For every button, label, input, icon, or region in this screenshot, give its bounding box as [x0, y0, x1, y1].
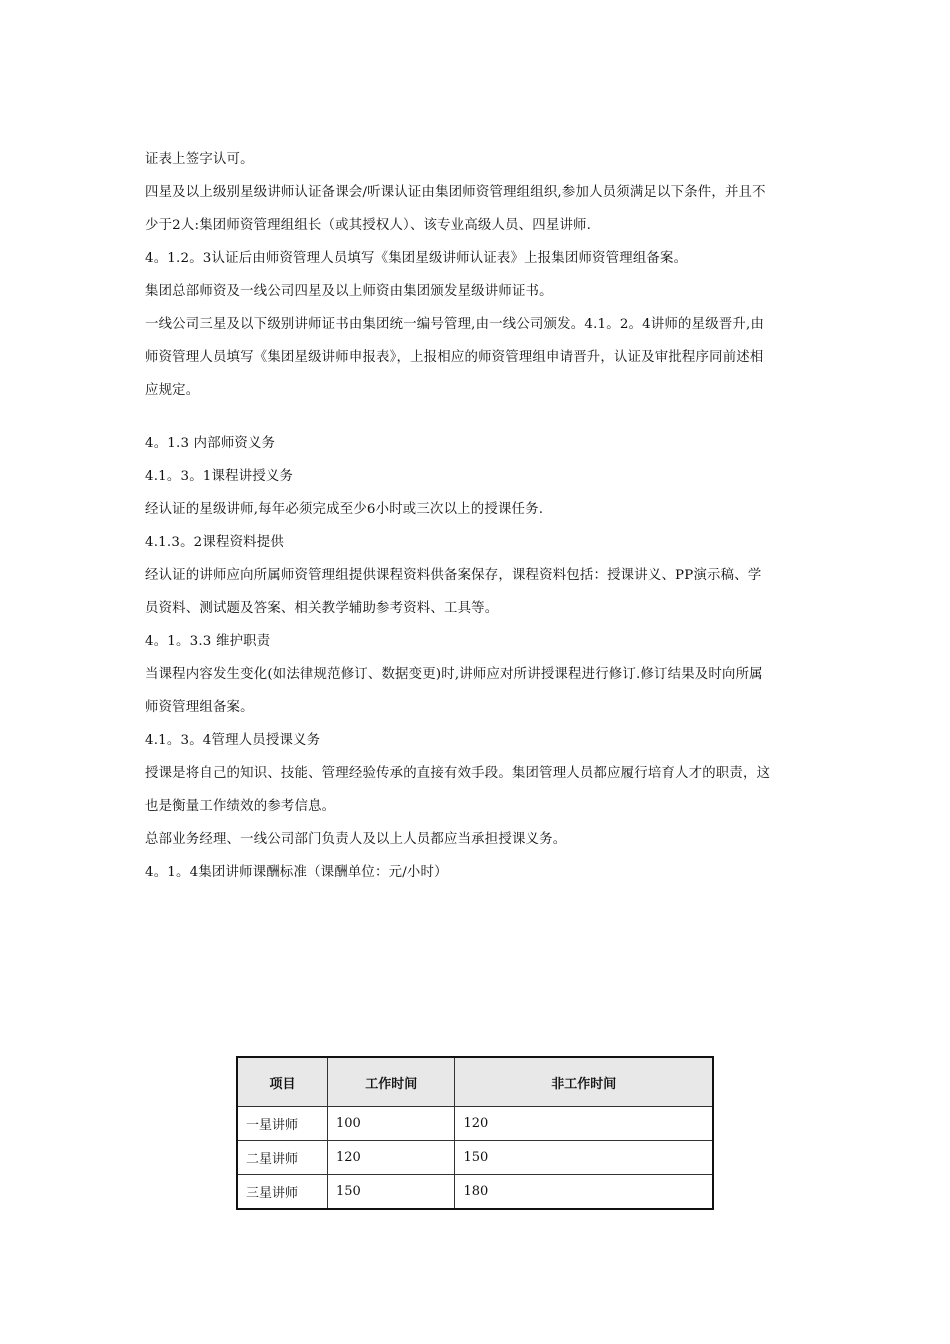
paragraph-line: 集团总部师资及一线公司四星及以上师资由集团颁发星级讲师证书。 [145, 284, 553, 299]
paragraph-line: 少于2人:集团师资管理组组长（或其授权人）、该专业高级人员、四星讲师. [145, 218, 592, 233]
table-cell: 三星讲师 [237, 1175, 327, 1210]
table-row [237, 1175, 713, 1210]
paragraph-line: 也是衡量工作绩效的参考信息。 [145, 799, 336, 814]
table-cell: 180 [455, 1175, 713, 1210]
subsection-heading: 4.1。3。4管理人员授课义务 [145, 733, 321, 748]
table-header-cell: 工作时间 [327, 1057, 455, 1107]
table-cell: 一星讲师 [237, 1107, 327, 1141]
paragraph-line: 总部业务经理、一线公司部门负责人及以上人员都应当承担授课义务。 [145, 832, 567, 847]
paragraph-line: 经认证的讲师应向所属师资管理组提供课程资料供备案保存，课程资料包括：授课讲义、PP演示稿、学 [145, 568, 762, 583]
paragraph-line: 四星及以上级别星级讲师认证备课会/听课认证由集团师资管理组组织,参加人员须满足以下条件，并且不 [145, 185, 766, 200]
paragraph-gap [145, 407, 810, 427]
table-row [237, 1141, 713, 1175]
table-header-row [237, 1057, 713, 1107]
lecturer-fee-table [236, 1056, 714, 1210]
subsection-heading: 4。1。4集团讲师课酬标准（课酬单位：元/小时） [145, 865, 448, 880]
paragraph-line: 授课是将自己的知识、技能、管理经验传承的直接有效手段。集团管理人员都应履行培育人才的职责，这 [145, 766, 771, 781]
table-row [237, 1107, 713, 1141]
table-cell: 120 [455, 1107, 713, 1141]
paragraph-line: 应规定。 [145, 383, 200, 398]
table-cell: 120 [327, 1141, 455, 1175]
table-cell: 二星讲师 [237, 1141, 327, 1175]
paragraph-line: 当课程内容发生变化(如法律规范修订、数据变更)时,讲师应对所讲授课程进行修订.修订结果及时向所属 [145, 667, 763, 682]
paragraph-line: 员资料、测试题及答案、相关教学辅助参考资料、工具等。 [145, 601, 499, 616]
paragraph-line: 师资管理组备案。 [145, 700, 254, 715]
paragraph-line: 证表上签字认可。 [145, 152, 254, 167]
subsection-heading: 4。1。3.3 维护职责 [145, 634, 271, 649]
paragraph-line: 师资管理人员填写《集团星级讲师申报表》，上报相应的师资管理组申请晋升，认证及审批程序同前述相 [145, 350, 764, 365]
table-header-cell: 项目 [237, 1057, 327, 1107]
subsection-heading: 4.1.3。2课程资料提供 [145, 535, 284, 550]
rate-table-container [236, 1056, 714, 1210]
paragraph-line: 4。1.2。3认证后由师资管理人员填写《集团星级讲师认证表》上报集团师资管理组备案。 [145, 251, 688, 266]
section-heading: 4。1.3 内部师资义务 [145, 436, 276, 451]
table-cell: 100 [327, 1107, 455, 1141]
table-cell: 150 [455, 1141, 713, 1175]
paragraph-line: 一线公司三星及以下级别讲师证书由集团统一编号管理,由一线公司颁发。4.1。2。4讲师的星级晋升,由 [145, 317, 765, 332]
subsection-heading: 4.1。3。1课程讲授义务 [145, 469, 294, 484]
table-cell: 150 [327, 1175, 455, 1210]
document-body [145, 143, 810, 889]
table-header-cell: 非工作时间 [455, 1057, 713, 1107]
paragraph-line: 经认证的星级讲师,每年必须完成至少6小时或三次以上的授课任务. [145, 502, 544, 517]
